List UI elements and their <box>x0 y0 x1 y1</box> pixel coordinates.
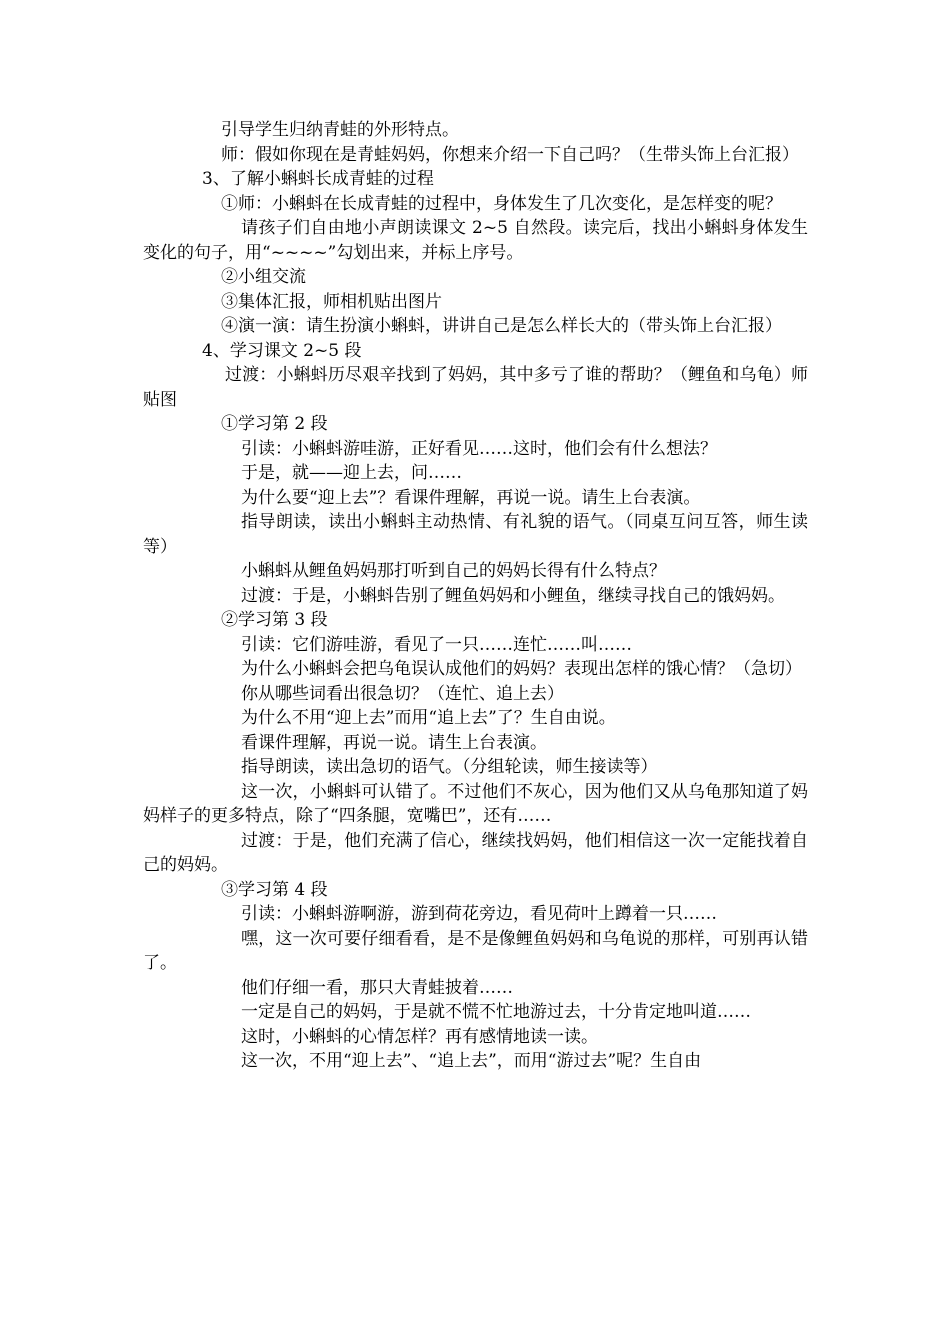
paragraph: 引读：小蝌蚪游哇游，正好看见……这时，他们会有什么想法？ <box>241 438 717 459</box>
paragraph: ②学习第 3 段 <box>221 610 328 630</box>
paragraph: 指导朗读，读出急切的语气。（分组轮读，师生接读等） <box>241 757 658 777</box>
paragraph: 小蝌蚪从鲤鱼妈妈那打听到自己的妈妈长得有什么特点？ <box>241 561 666 581</box>
paragraph: 嘿，这一次可要仔细看看，是不是像鲤鱼妈妈和乌龟说的那样，可别再认错了。 <box>143 928 808 973</box>
paragraph: 为什么要“迎上去”？看课件理解，再说一说。请生上台表演。 <box>241 487 701 508</box>
paragraph: 引导学生归纳青蛙的外形特点。 <box>221 120 459 140</box>
paragraph: 引读：小蝌蚪游啊游，游到荷花旁边，看见荷叶上蹲着一只…… <box>241 904 717 924</box>
paragraph: 过渡：于是，他们充满了信心，继续找妈妈，他们相信这一次一定能找着自己的妈妈。 <box>143 830 808 875</box>
paragraph: ①学习第 2 段 <box>221 414 328 434</box>
paragraph: 引读：它们游哇游，看见了一只……连忙……叫…… <box>241 634 632 655</box>
paragraph: ②小组交流 <box>221 267 306 287</box>
paragraph: 过渡：小蝌蚪历尽艰辛找到了妈妈，其中多亏了谁的帮助？（鲤鱼和乌龟）师贴图 <box>143 365 808 410</box>
paragraph: ③学习第 4 段 <box>221 879 328 900</box>
paragraph: 于是，就——迎上去，问…… <box>241 463 462 483</box>
paragraph: 一定是自己的妈妈，于是就不慌不忙地游过去，十分肯定地叫道…… <box>241 1002 751 1022</box>
paragraph: 看课件理解，再说一说。请生上台表演。 <box>241 732 547 753</box>
paragraph: 为什么不用“迎上去”而用“追上去”了？生自由说。 <box>241 708 616 728</box>
paragraph: 请孩子们自由地小声朗读课文 2~5 自然段。读完后，找出小蝌蚪身体发生变化的句子，用“~~~~”勾划出来，并标上序号。 <box>143 218 808 263</box>
paragraph: 你从哪些词看出很急切？（连忙、追上去） <box>241 683 564 704</box>
paragraph: 这一次，小蝌蚪可认错了。不过他们不灰心，因为他们又从乌龟那知道了妈妈样子的更多特点，除了“四条腿，宽嘴巴”，还有…… <box>143 781 808 826</box>
paragraph: 这一次，不用“迎上去”、“追上去”，而用“游过去”呢？生自由 <box>241 1051 702 1071</box>
paragraph: 指导朗读，读出小蝌蚪主动热情、有礼貌的语气。（同桌互问互答，师生读等） <box>143 512 808 557</box>
paragraph: ④演一演：请生扮演小蝌蚪，讲讲自己是怎么样长大的（带头饰上台汇报） <box>221 316 782 336</box>
paragraph: 师：假如你现在是青蛙妈妈，你想来介绍一下自己吗？（生带头饰上台汇报） <box>221 144 799 165</box>
paragraph: 过渡：于是，小蝌蚪告别了鲤鱼妈妈和小鲤鱼，继续寻找自己的饿妈妈。 <box>241 585 785 606</box>
paragraph: 他们仔细一看，那只大青蛙披着…… <box>241 977 513 998</box>
paragraph: 4、学习课文 2~5 段 <box>202 340 362 361</box>
document-page <box>143 118 808 1074</box>
paragraph: ①师：小蝌蚪在长成青蛙的过程中，身体发生了几次变化，是怎样变的呢？ <box>221 193 782 214</box>
paragraph: ③集体汇报，师相机贴出图片 <box>221 291 442 312</box>
paragraph: 这时，小蝌蚪的心情怎样？再有感情地读一读。 <box>241 1026 598 1047</box>
paragraph: 为什么小蝌蚪会把乌龟误认成他们的妈妈？表现出怎样的饿心情？（急切） <box>241 659 802 679</box>
paragraph: 3、了解小蝌蚪长成青蛙的过程 <box>202 169 434 189</box>
